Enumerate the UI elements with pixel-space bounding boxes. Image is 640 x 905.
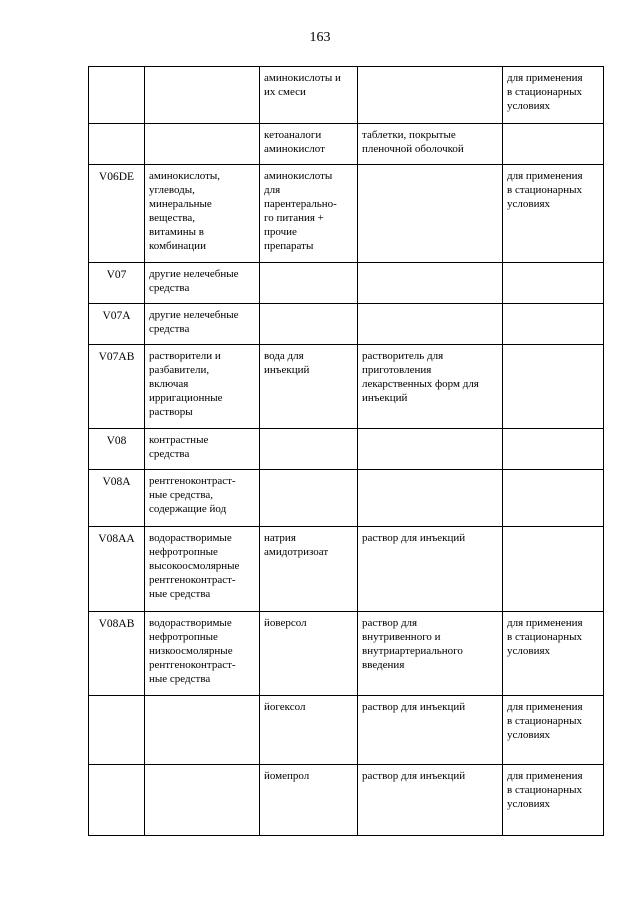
anatomical-group-cell <box>145 765 260 836</box>
dosage-form-cell <box>358 765 503 836</box>
table-row <box>89 67 604 124</box>
atc-code-cell <box>89 165 145 263</box>
dosage-form-cell-text: раствор для инъекций <box>362 701 466 713</box>
table-row <box>89 304 604 345</box>
atc-code-cell <box>89 67 145 124</box>
usage-note-cell <box>503 612 604 696</box>
drug-name-cell <box>260 165 358 263</box>
anatomical-group-cell <box>145 124 260 165</box>
usage-note-cell <box>503 165 604 263</box>
dosage-form-cell <box>358 612 503 696</box>
dosage-form-cell-text: растворитель для приготовления лекарственных форм для инъекций <box>362 350 479 404</box>
drug-name-cell <box>260 429 358 470</box>
table-row <box>89 345 604 429</box>
dosage-form-cell <box>358 470 503 527</box>
table-row <box>89 165 604 263</box>
atc-code-cell-text: V08AA <box>98 533 135 545</box>
dosage-form-cell-text: таблетки, покрытые пленочной оболочкой <box>362 129 464 155</box>
usage-note-cell <box>503 67 604 124</box>
anatomical-group-cell <box>145 527 260 612</box>
dosage-form-cell <box>358 696 503 765</box>
atc-code-cell <box>89 124 145 165</box>
dosage-form-cell <box>358 165 503 263</box>
drug-name-cell <box>260 304 358 345</box>
usage-note-cell <box>503 304 604 345</box>
anatomical-group-cell <box>145 165 260 263</box>
atc-code-cell <box>89 345 145 429</box>
anatomical-group-cell <box>145 263 260 304</box>
dosage-form-cell <box>358 304 503 345</box>
anatomical-group-cell-text: растворители и разбавители, включая ирригационные растворы <box>149 350 223 418</box>
table-row <box>89 124 604 165</box>
dosage-form-cell <box>358 263 503 304</box>
table-row <box>89 263 604 304</box>
atc-code-cell-text: V07A <box>102 310 131 322</box>
anatomical-group-cell-text: водорастворимые нефротропные высокоосмолярные рентгеноконтраст- ные средства <box>149 532 240 600</box>
anatomical-group-cell-text: рентгеноконтраст- ные средства, содержащие йод <box>149 475 236 515</box>
anatomical-group-cell-text: другие нелечебные средства <box>149 268 239 294</box>
table-row <box>89 765 604 836</box>
atc-code-cell-text: V06DE <box>98 171 135 183</box>
drug-name-cell <box>260 765 358 836</box>
usage-note-cell <box>503 429 604 470</box>
drug-name-cell <box>260 124 358 165</box>
usage-note-cell-text: для применения в стационарных условиях <box>507 170 583 210</box>
table-row <box>89 429 604 470</box>
drug-name-cell-text: йоверсол <box>264 617 307 629</box>
dosage-form-cell <box>358 124 503 165</box>
anatomical-group-cell-text: контрастные средства <box>149 434 209 460</box>
drug-name-cell <box>260 263 358 304</box>
anatomical-group-cell <box>145 345 260 429</box>
atc-code-cell <box>89 470 145 527</box>
atc-code-cell-text: V08A <box>102 476 131 488</box>
anatomical-group-cell <box>145 696 260 765</box>
usage-note-cell-text: для применения в стационарных условиях <box>507 72 583 112</box>
atc-code-cell <box>89 304 145 345</box>
drug-name-cell <box>260 67 358 124</box>
usage-note-cell <box>503 263 604 304</box>
anatomical-group-cell-text: аминокислоты, углеводы, минеральные вещества, витамины в комбинации <box>149 170 221 252</box>
dosage-form-cell-text: раствор для внутривенного и внутриартериального введения <box>362 617 463 671</box>
atc-code-cell-text: V07AB <box>98 351 135 363</box>
dosage-form-cell-text: раствор для инъекций <box>362 770 466 782</box>
drug-name-cell-text: йомепрол <box>264 770 310 782</box>
usage-note-cell <box>503 124 604 165</box>
atc-code-cell <box>89 696 145 765</box>
drug-classification-table <box>88 66 604 836</box>
table-row <box>89 527 604 612</box>
usage-note-cell <box>503 696 604 765</box>
table-row <box>89 612 604 696</box>
atc-code-cell <box>89 765 145 836</box>
drug-name-cell <box>260 527 358 612</box>
usage-note-cell <box>503 470 604 527</box>
drug-name-cell-text: вода для инъекций <box>264 350 310 376</box>
dosage-form-cell <box>358 429 503 470</box>
usage-note-cell <box>503 527 604 612</box>
dosage-form-cell <box>358 527 503 612</box>
dosage-form-cell-text: раствор для инъекций <box>362 532 466 544</box>
table-row <box>89 470 604 527</box>
drug-name-cell-text: йогексол <box>264 701 306 713</box>
anatomical-group-cell <box>145 67 260 124</box>
usage-note-cell-text: для применения в стационарных условиях <box>507 701 583 741</box>
atc-code-cell-text: V08 <box>106 435 127 447</box>
drug-name-cell-text: натрия амидотризоат <box>264 532 329 558</box>
drug-name-cell <box>260 470 358 527</box>
usage-note-cell-text: для применения в стационарных условиях <box>507 770 583 810</box>
table-row <box>89 696 604 765</box>
anatomical-group-cell <box>145 470 260 527</box>
usage-note-cell <box>503 345 604 429</box>
page-number: 163 <box>309 30 331 45</box>
usage-note-cell-text: для применения в стационарных условиях <box>507 617 583 657</box>
anatomical-group-cell <box>145 612 260 696</box>
drug-name-cell-text: аминокислоты для парентерально- го питания + прочие препараты <box>264 170 337 252</box>
drug-name-cell <box>260 345 358 429</box>
drug-name-cell <box>260 696 358 765</box>
atc-code-cell <box>89 612 145 696</box>
anatomical-group-cell <box>145 304 260 345</box>
atc-code-cell <box>89 527 145 612</box>
usage-note-cell <box>503 765 604 836</box>
anatomical-group-cell-text: водорастворимые нефротропные низкоосмолярные рентгеноконтраст- ные средства <box>149 617 236 685</box>
anatomical-group-cell-text: другие нелечебные средства <box>149 309 239 335</box>
drug-name-cell <box>260 612 358 696</box>
drug-name-cell-text: кетоаналоги аминокислот <box>264 129 325 155</box>
dosage-form-cell <box>358 345 503 429</box>
dosage-form-cell <box>358 67 503 124</box>
atc-code-cell <box>89 429 145 470</box>
atc-code-cell <box>89 263 145 304</box>
atc-code-cell-text: V08AB <box>98 618 135 630</box>
anatomical-group-cell <box>145 429 260 470</box>
drug-name-cell-text: аминокислоты и их смеси <box>264 72 341 98</box>
atc-code-cell-text: V07 <box>106 269 127 281</box>
